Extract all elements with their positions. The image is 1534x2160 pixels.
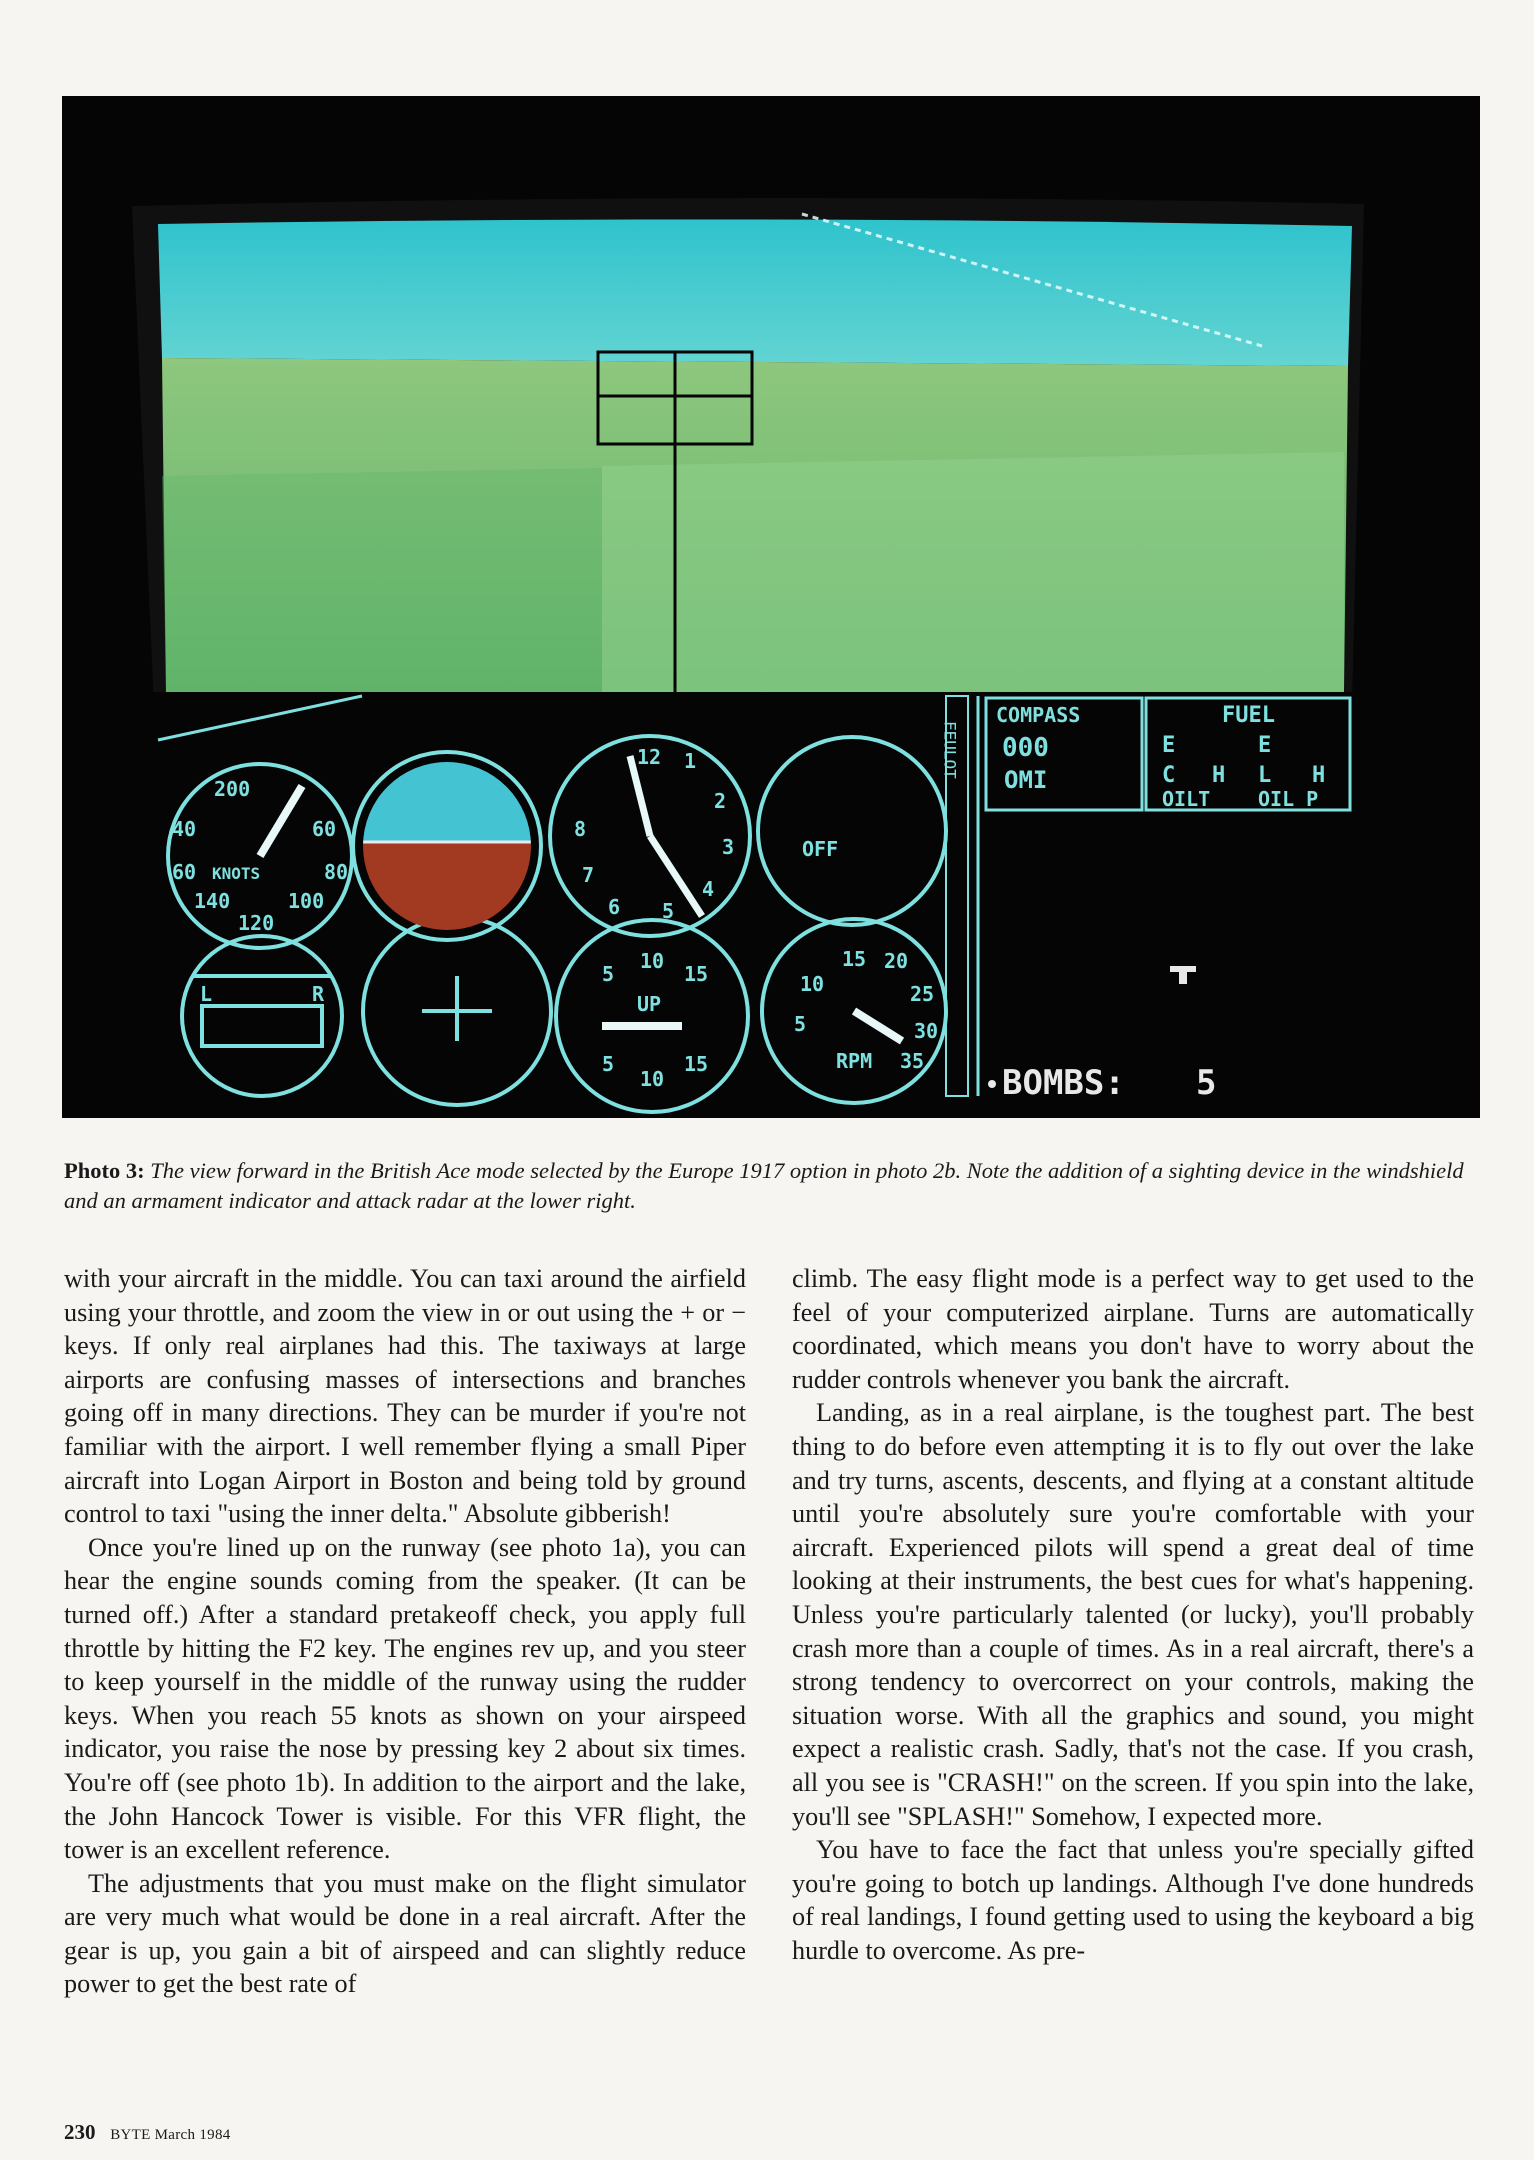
clock-tick: 6 <box>608 895 621 919</box>
paragraph: The adjustments that you must make on the flight simulator are very much what would be done in a real aircraft. After the gear is up, you gain a bit of airspeed and can slightly reduce power to get the best rate of <box>64 1868 746 1999</box>
oil-press-high: H <box>1312 763 1326 788</box>
oil-press-label: OIL P <box>1258 787 1319 811</box>
body-column-left <box>64 1262 746 2001</box>
clock-tick: 5 <box>662 899 675 923</box>
compass-value: 000 <box>1002 733 1049 763</box>
paragraph: Landing, as in a real airplane, is the toughest part. The best thing to do before even attempting it is to fly out over the lake and try turns, ascents, descents, and flying at a constant altitude until you're absolutely sure you're comfortable with your aircraft. Experienced pilots will spend a great deal of time looking at their instruments, the best cues for what's happening. Unless you're particularly talented (or lucky), you'll probably crash more than a couple of times. As in a real aircraft, there's a strong tendency to overcorrect on your controls, making the situation worse. With all the graphics and sound, you might expect a realistic crash. Sadly, that's not the case. If you crash, all you see is "CRASH!" on the screen. If you spin into the lake, you'll see "SPLASH!" Somehow, I expected more. <box>792 1398 1474 1831</box>
clock-tick: 8 <box>574 817 587 841</box>
rpm-label: RPM <box>836 1049 873 1073</box>
sky <box>158 219 1352 366</box>
vsi-tick: 5 <box>602 1052 615 1076</box>
vsi-label: UP <box>637 992 662 1016</box>
paragraph: You have to face the fact that unless you're specially gifted you're going to botch up landings. Although I've done hundreds of real landings, I found getting used to using the keyboard a big hurdle to overcome. As pre- <box>792 1835 1474 1965</box>
clock-tick: 12 <box>637 745 662 769</box>
rpm-tick: 10 <box>800 972 825 996</box>
vsi-tick: 15 <box>684 962 709 986</box>
nav-left-label: L <box>200 982 213 1006</box>
airspeed-tick: 100 <box>288 889 325 913</box>
fuel-label: FUEL <box>1222 703 1275 728</box>
oil-temp-high: H <box>1212 763 1226 788</box>
clock-tick: 7 <box>582 863 595 887</box>
nav-right-label: R <box>312 982 325 1006</box>
caption-label: Photo 3: <box>64 1158 145 1183</box>
vsi-tick: 10 <box>640 949 665 973</box>
clock-tick: 2 <box>714 789 727 813</box>
vsi-tick: 5 <box>602 962 615 986</box>
caption-text: The view forward in the British Ace mode selected by the Europe 1917 option in photo 2b. Note the addition of a sighting device in the windshield and an armament indicator and attack radar at the lower right. <box>64 1158 1464 1213</box>
omi-label: OMI <box>1004 766 1048 794</box>
vsi-tick: 10 <box>640 1067 665 1091</box>
page-number: 230 <box>64 2120 96 2144</box>
vor-off-flag: OFF <box>802 837 839 861</box>
rpm-tick: 35 <box>900 1049 925 1073</box>
body-column-right <box>792 1262 1474 1967</box>
airspeed-label: KNOTS <box>212 864 261 883</box>
page-footer <box>64 2120 231 2145</box>
clock-tick: 3 <box>722 835 735 859</box>
clock-tick: 1 <box>684 749 697 773</box>
rpm-tick: 15 <box>842 947 867 971</box>
photo-3-screenshot <box>62 96 1480 1118</box>
bombs-label: BOMBS: <box>1002 1063 1125 1103</box>
fuel-right-gauge: E <box>1258 733 1272 758</box>
airspeed-tick: 40 <box>172 817 197 841</box>
rpm-tick: 25 <box>910 982 935 1006</box>
vsi-tick: 15 <box>684 1052 709 1076</box>
fuel-strip-letters: FEULOT <box>940 721 960 779</box>
bombs-count: 5 <box>1196 1063 1217 1103</box>
airspeed-tick: 80 <box>324 860 349 884</box>
airspeed-tick: 140 <box>194 889 231 913</box>
photo-caption <box>64 1156 1484 1216</box>
oil-press-low: L <box>1258 763 1272 788</box>
rpm-tick: 5 <box>794 1012 807 1036</box>
airspeed-tick: 60 <box>312 817 337 841</box>
oil-temp-label: OILT <box>1162 787 1211 811</box>
paragraph: with your aircraft in the middle. You can taxi around the airfield using your throttle, and zoom the view in or out using the + or − keys. If only real airplanes had this. The taxiways at large airports are confusing masses of intersections and branches going off in many directions. They can be murder if you're not familiar with the airport. I well remember flying a small Piper aircraft into Logan Airport in Boston and being told by ground control to taxi "using the inner delta." Absolute gibberish! <box>64 1264 746 1529</box>
magazine-issue: BYTE March 1984 <box>110 2127 231 2143</box>
oil-temp-low: C <box>1162 763 1176 788</box>
airspeed-tick: 120 <box>238 911 275 935</box>
rpm-tick: 30 <box>914 1019 939 1043</box>
fuel-left-gauge: E <box>1162 733 1176 758</box>
compass-label: COMPASS <box>996 703 1081 727</box>
paragraph: climb. The easy flight mode is a perfect way to get used to the feel of your computerized airplane. Turns are automatically coordinated, which means you don't have to worry about the rudder controls whenever you bank the aircraft. <box>792 1264 1474 1394</box>
airspeed-tick: 60 <box>172 860 197 884</box>
rpm-tick: 20 <box>884 949 909 973</box>
paragraph: Once you're lined up on the runway (see photo 1a), you can hear the engine sounds coming from the speaker. (It can be turned off.) After a standard pretakeoff check, you apply full throttle by hitting the F2 key. The engines rev up, and you steer to keep yourself in the middle of the runway using the rudder keys. When you reach 55 knots as shown on your airspeed indicator, you raise the nose by pressing key 2 about six times. You're off (see photo 1b). In addition to the airport and the lake, the John Hancock Tower is visible. For this VFR flight, the tower is an excellent reference. <box>64 1532 746 1865</box>
clock-tick: 4 <box>702 877 715 901</box>
airspeed-tick: 200 <box>214 777 251 801</box>
